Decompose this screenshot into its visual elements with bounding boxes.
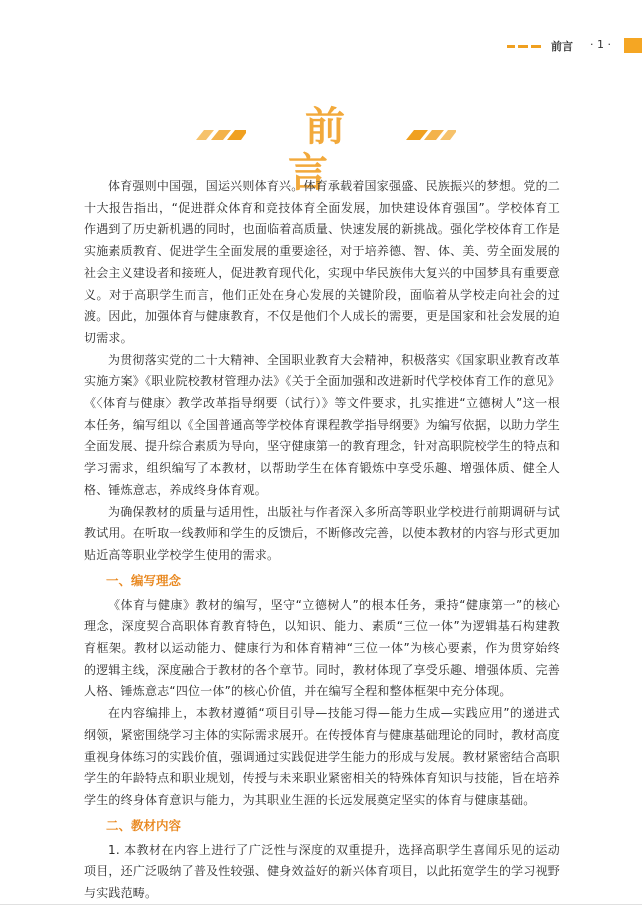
page-number: · 1 ·: [590, 38, 611, 51]
title-block: [0, 103, 642, 196]
section-heading-philosophy: 一、编写理念: [106, 572, 182, 588]
paragraph-quality: 为确保教材的质量与适用性，出版社与作者深入多所高等职业学校进行前期调研与试教试用。在听取一线教师和学生的反馈后，不断修改完善，以使本教材的内容与形式更加贴近高等职业学校学生使用的需求。: [84, 504, 560, 562]
paragraph-content-1: 1. 本教材在内容上进行了广泛性与深度的双重提升，选择高职学生喜闻乐见的运动项目，还广泛吸纳了普及性较强、健身效益好的新兴体育项目，以此拓宽学生的学习视野与实践范畴。: [84, 842, 560, 901]
header-color-tab: [624, 38, 642, 53]
running-header: [0, 36, 642, 56]
paragraph-arrangement: 在内容编排上，本教材遵循“项目引导—技能习得—能力生成—实践应用”的递进式纲领，紧密围绕学习主体的实际需求展开。在传授体育与健康基础理论的同时，教材高度重视身体练习的实践价值，强调通过实践促进学生能力的形成与发展。教材紧密结合高职学生的年龄特点和职业规划，传授与未来职业紧密相关的特殊体育知识与技能，旨在培养学生的终身体育意识与能力，为其职业生涯的长远发展奠定坚实的体育与健康基础。: [84, 706, 560, 807]
body-content: [84, 176, 560, 905]
page-title: 前言: [288, 103, 379, 196]
header-section-title: 前言: [551, 40, 573, 53]
paragraph-philosophy: 《体育与健康》教材的编写，坚守“立德树人”的根本任务，秉持“健康第一”的核心理念，深度契合高职体育教育特色，以知识、能力、素质“三位一体”为逻辑基石构建教育框架。教材以运动能力、健康行为和体育精神“三位一体”为核心要素，作为贯穿始终的逻辑主线，深度融合于教材的各个章节。同时，教材体现了享受乐趣、增强体质、完善人格、锤炼意志“四位一体”的核心价值，并在编写全程和整体框架中充分体现。: [84, 597, 560, 699]
paragraph-intro: 体育强则中国强，国运兴则体育兴。体育承载着国家强盛、民族振兴的梦想。党的二十大报告指出，“促进群众体育和竞技体育全面发展，加快建设体育强国”。学校体育工作遇到了历史新机遇的同时，也面临着高质量、快速发展的新挑战。强化学校体育工作是实施素质教育、促进学生全面发展的重要途径，对于培养德、智、体、美、劳全面发展的社会主义建设者和接班人，促进教育现代化，实现中华民族伟大复兴的中国梦具有重要意义。对于高职学生而言，他们正处在身心发展的关键阶段，面临着从学校走向社会的过渡。因此，加强体育与健康教育，不仅是他们个人成长的需要，更是国家和社会发展的迫切需求。: [84, 179, 560, 345]
header-dash-decoration: [507, 45, 541, 48]
section-heading-content: 二、教材内容: [106, 817, 182, 833]
right-chevron-decoration: [406, 128, 456, 140]
left-chevron-decoration: [196, 128, 246, 140]
paragraph-policy: 为贯彻落实党的二十大精神、全国职业教育大会精神，积极落实《国家职业教育改革实施方案》《职业院校教材管理办法》《关于全面加强和改进新时代学校体育工作的意见》《〈体育与健康〉教学改革指导纲要（试行）》等文件要求，扎实推进“立德树人”这一根本任务，编写组以《全国普通高等学校体育课程教学指导纲要》为编写依据，以助力学生全面发展、提升综合素质为导向，坚守健康第一的教育理念，针对高职院校学生的特点和学习需求，组织编写了本教材，以帮助学生在体育锻炼中享受乐趣、增强体质、健全人格、锤炼意志，养成终身体育观。: [84, 352, 561, 497]
